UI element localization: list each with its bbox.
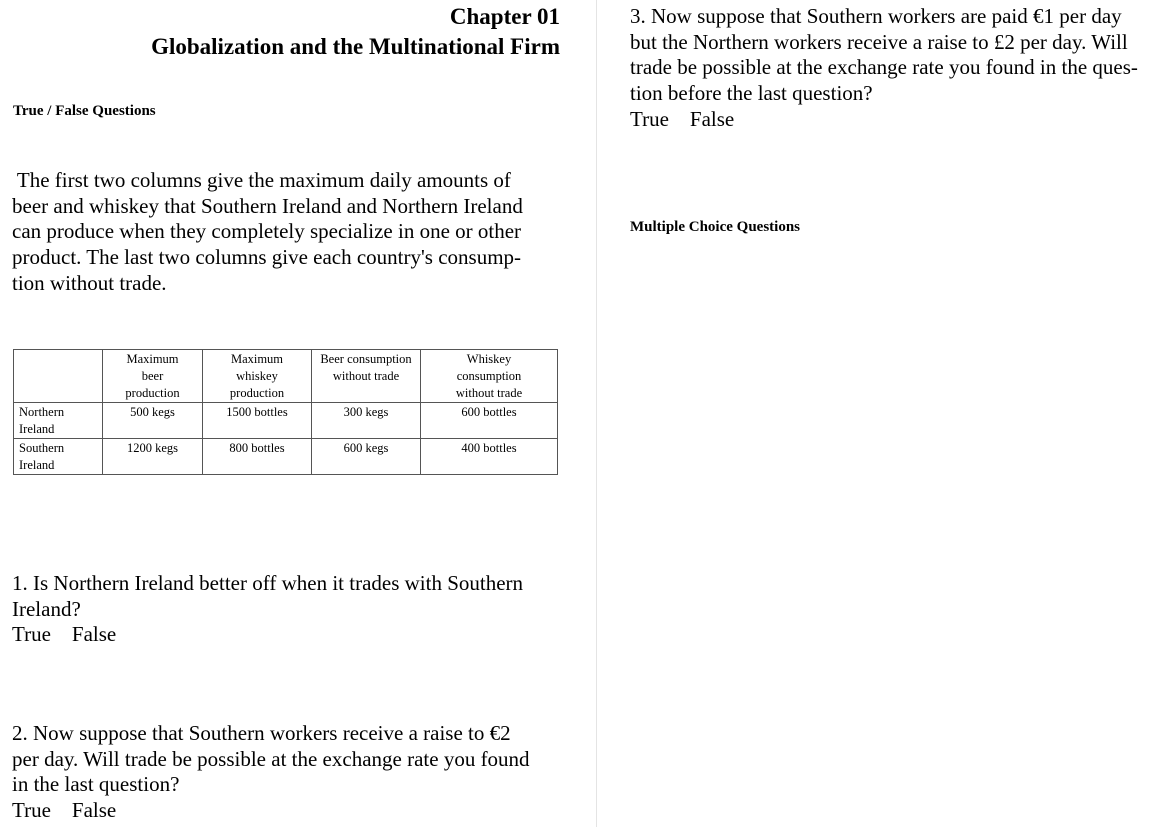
question-line: 3. Now suppose that Southern workers are paid €1 per day bbox=[630, 4, 1122, 28]
true-false-heading: True / False Questions bbox=[13, 103, 156, 119]
intro-paragraph bbox=[12, 168, 523, 296]
table-cell: 1500 bottles bbox=[203, 403, 312, 439]
row-label-line: Ireland bbox=[19, 422, 55, 436]
question-2 bbox=[12, 721, 530, 824]
row-label bbox=[14, 439, 103, 475]
header-line: without trade bbox=[332, 369, 400, 383]
question-line: 1. Is Northern Ireland better off when it trades with Southern bbox=[12, 571, 524, 595]
table-cell: 600 kegs bbox=[312, 439, 421, 475]
header-line: Maximum bbox=[126, 352, 179, 366]
row-label-line: Ireland bbox=[19, 458, 55, 472]
table-row bbox=[14, 403, 558, 439]
header-line: Maximum bbox=[230, 352, 284, 366]
table-header-cell bbox=[203, 350, 312, 403]
answer-options: True False bbox=[12, 622, 117, 647]
intro-line: The first two columns give the maximum daily amounts of bbox=[12, 168, 511, 192]
table-header-row bbox=[14, 350, 558, 403]
question-line: in the last question? bbox=[12, 772, 180, 797]
question-line: but the Northern workers receive a raise to £2 per day. Will bbox=[630, 29, 1128, 54]
answer-options: True False bbox=[630, 106, 735, 131]
question-3 bbox=[630, 4, 1138, 132]
question-line: tion before the last question? bbox=[630, 81, 873, 106]
table-row bbox=[14, 439, 558, 475]
question-1 bbox=[12, 571, 523, 648]
header-line: whiskey bbox=[236, 369, 278, 383]
header-line: consumption bbox=[456, 369, 522, 383]
intro-line: tion without trade. bbox=[12, 270, 167, 295]
multiple-choice-heading: Multiple Choice Questions bbox=[630, 219, 801, 235]
header-line: without trade bbox=[455, 386, 523, 400]
table-cell: 500 kegs bbox=[103, 403, 203, 439]
table-header-cell bbox=[103, 350, 203, 403]
table-cell: 400 bottles bbox=[421, 439, 558, 475]
table-header-cell bbox=[312, 350, 421, 403]
answer-options: True False bbox=[12, 798, 117, 823]
row-label bbox=[14, 403, 103, 439]
table-header-cell bbox=[421, 350, 558, 403]
table-cell: 1200 kegs bbox=[103, 439, 203, 475]
question-line: Ireland? bbox=[12, 596, 81, 621]
chapter-number: Chapter 01 bbox=[449, 4, 560, 29]
production-table bbox=[13, 349, 558, 475]
table-cell: 600 bottles bbox=[421, 403, 558, 439]
intro-line: beer and whiskey that Southern Ireland and Northern Ireland bbox=[12, 193, 523, 218]
header-line: Whiskey bbox=[466, 352, 512, 366]
table-cell: 800 bottles bbox=[203, 439, 312, 475]
intro-line: product. The last two columns give each country's consump- bbox=[12, 245, 522, 270]
header-line: Beer consumption bbox=[320, 352, 412, 366]
header-line: beer bbox=[141, 369, 164, 383]
row-label-line: Southern bbox=[19, 441, 65, 455]
question-line: trade be possible at the exchange rate you found in the ques- bbox=[630, 55, 1138, 80]
question-line: 2. Now suppose that Southern workers receive a raise to €2 bbox=[12, 721, 511, 745]
chapter-title: Globalization and the Multinational Firm bbox=[151, 34, 560, 59]
header-line: production bbox=[125, 386, 180, 400]
header-line: production bbox=[229, 386, 285, 400]
right-column bbox=[597, 0, 1175, 827]
row-label-line: Northern bbox=[19, 405, 65, 419]
question-line: per day. Will trade be possible at the exchange rate you found bbox=[12, 746, 530, 771]
intro-line: can produce when they completely specialize in one or other bbox=[12, 219, 522, 244]
table-header-empty bbox=[14, 350, 103, 403]
table-cell: 300 kegs bbox=[312, 403, 421, 439]
